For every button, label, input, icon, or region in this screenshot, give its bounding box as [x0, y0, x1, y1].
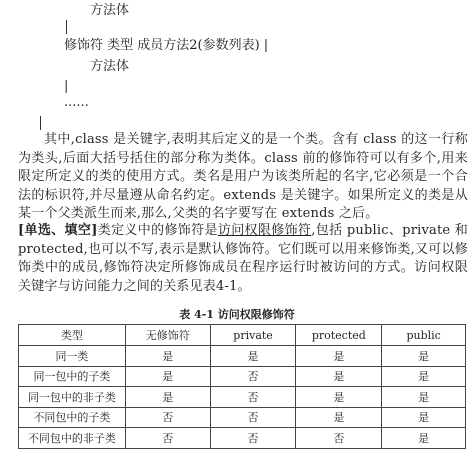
table-header-row — [19, 325, 466, 346]
table-row — [19, 346, 466, 367]
table-cell: 否 — [210, 407, 296, 428]
table-cell: 是 — [125, 366, 210, 387]
table-cell: 是 — [125, 346, 210, 367]
code-block-bar-1 — [66, 20, 67, 34]
table-cell: 是 — [296, 366, 382, 387]
code-line-method-body-2: 方法体 — [90, 59, 130, 74]
table-row — [19, 387, 466, 408]
table-cell: 是 — [382, 407, 466, 428]
table-cell: 是 — [382, 428, 466, 449]
table-cell: 是 — [382, 387, 466, 408]
table-row — [19, 366, 466, 387]
header-public: public — [382, 325, 466, 346]
code-line-bar: | — [64, 79, 69, 94]
underlined-term: 访问权限修饰符 — [217, 223, 312, 238]
table-cell: 是 — [382, 346, 466, 367]
header-type: 类型 — [19, 325, 126, 346]
table-cell: 否 — [210, 366, 296, 387]
table-cell: 是 — [125, 387, 210, 408]
paragraph-text-b: ,包括 public、private 和 protected,也可以不写,表示是默认修饰符。它们既可以用来修饰类,又可以修饰类中的成员,修饰符决定所修饰成员在程序运行时被访问的方式。访问权限关键字与访问能力之间的关系见表4-1。 — [18, 223, 468, 294]
code-line-method-body-1: 方法体 — [90, 3, 130, 18]
table-cell: 否 — [296, 428, 382, 449]
paragraph-class-definition: 其中,class 是关键字,表明其后定义的是一个类。含有 class 的这一行称为类头,后面大括号括住的部分称为类体。class 前的修饰符可以有多个,用来限定所定义的类的使用方式。类名是用户为该类所起的名字,它必须是一个合法的标识符,并尽量遵从命名约定。extends 是关键字。如果所定义的类是从某一个父类派生而来,那么,父类的名字要写在 extends 之后。 — [18, 132, 468, 221]
table-row — [19, 407, 466, 428]
code-line-ellipsis: ...... — [64, 95, 89, 110]
table-cell: 同一类 — [19, 346, 126, 367]
table-cell: 是 — [296, 387, 382, 408]
table-caption: 表 4-1 访问权限修饰符 — [179, 308, 295, 321]
table-cell: 同一包中的非子类 — [19, 387, 126, 408]
table-cell: 否 — [125, 428, 210, 449]
header-no-modifier: 无修饰符 — [125, 325, 210, 346]
table-cell: 否 — [125, 407, 210, 428]
table-cell: 是 — [296, 407, 382, 428]
table-cell: 是 — [382, 366, 466, 387]
question-type-tag: [单选、填空] — [18, 223, 98, 238]
table-cell: 同一包中的子类 — [19, 366, 126, 387]
paragraph-text-a: 类定义中的修饰符是 — [97, 223, 218, 238]
code-block-bar-2 — [40, 116, 41, 130]
table-cell: 否 — [210, 387, 296, 408]
header-protected: protected — [296, 325, 382, 346]
access-modifier-table — [18, 324, 466, 449]
table-cell: 不同包中的非子类 — [19, 428, 126, 449]
table-cell: 是 — [210, 346, 296, 367]
table-cell: 不同包中的子类 — [19, 407, 126, 428]
table-row — [19, 428, 466, 449]
table-cell: 是 — [296, 346, 382, 367]
header-private: private — [210, 325, 296, 346]
paragraph-access-modifiers — [18, 222, 468, 296]
code-line-method-signature-2: 修饰符 类型 成员方法2(参数列表) | — [64, 38, 269, 53]
table-cell: 否 — [210, 428, 296, 449]
